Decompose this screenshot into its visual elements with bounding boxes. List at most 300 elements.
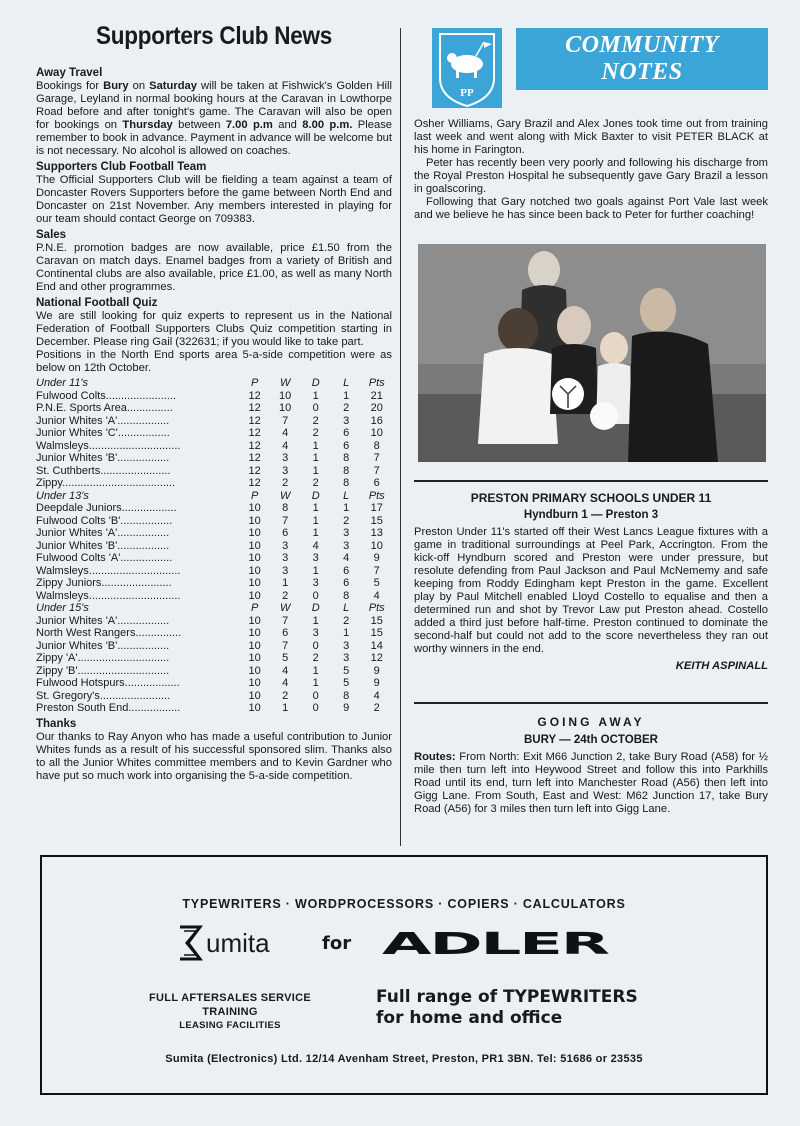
team-name: P.N.E. Sports Area (36, 402, 127, 414)
stat-cell: 2 (282, 689, 289, 702)
stat-cell: 3 (282, 464, 289, 477)
sumita-logo (178, 923, 270, 963)
away-travel-segment: Saturday (149, 80, 197, 92)
team-cell (36, 652, 239, 665)
column-header: L (343, 377, 350, 389)
stat-cell: 10 (248, 589, 261, 602)
stat-cell: 8 (343, 589, 350, 602)
advert-product-line: TYPEWRITERS · WORDPROCESSORS · COPIERS · CALCULATORS (182, 897, 626, 911)
community-paragraph: Following that Gary notched two goals against Port Vale last week and we believe he has since been back to Peter for further coaching! (414, 196, 768, 221)
away-travel-segment: Bookings for (36, 80, 104, 92)
primary-schools-article (414, 492, 768, 673)
team-name: Walmsleys (36, 589, 89, 602)
stat-cell: 10 (248, 527, 261, 539)
league-tables (36, 377, 392, 715)
table-row (36, 702, 392, 715)
stat-cell: 10 (248, 652, 261, 664)
advert-range (376, 987, 638, 1029)
away-travel-segment: Bury (103, 80, 129, 92)
stat-cell: 2 (282, 477, 289, 489)
stat-cell: 8 (343, 452, 350, 464)
column-header: L (343, 489, 350, 502)
stat-cell: 10 (248, 677, 261, 689)
stat-cell: 4 (282, 677, 289, 689)
table-row (36, 415, 392, 428)
thanks-text: Our thanks to Ray Anyon who has made a useful contribution to Junior Whites funds as a result of his successful sponsored slim. Thanks also to all the Junior Whites committee members and to Kevin Gardner who have put so much work into organising the 5-a-side competition. (36, 730, 392, 782)
stat-cell: 21 (370, 389, 383, 402)
stat-cell: 15 (370, 614, 383, 627)
stat-cell: 9 (373, 664, 380, 677)
stat-cell: 6 (282, 527, 289, 539)
schools-author: KEITH ASPINALL (675, 660, 768, 672)
stat-cell: 9 (343, 702, 350, 714)
sales-heading: Sales (36, 229, 67, 241)
away-travel-segment: Please remember to book in advance. Payment in advance will be welcome but is not necessary. No alcohol is allowed on coaches. (36, 119, 393, 157)
football-team-text: The Official Supporters Club will be fielding a team against a team of Doncaster Rovers Supporters before the game between North End and Doncaster on 21st November. Any members interested in playing for our team should contact George on 709383. (36, 174, 392, 225)
leader-dots: ................. (117, 414, 170, 427)
stat-cell: 9 (373, 552, 380, 564)
team-cell (36, 390, 239, 403)
column-header: W (279, 489, 291, 502)
column-header: P (251, 489, 259, 502)
stat-cell: 4 (282, 439, 289, 452)
schools-text: Preston Under 11's started off their West Lancs League fixtures with a game in traditional surroundings at Peel Park, Accrington. From the kick-off Hyndburn scored and Preston were under pressure, but resolute defending from Paul Jackson and Paul McNememy and safe keeping from Roddy Edingham kept Preston in the game. Excellent play by Paul Mitchell enabled Lloyd Costello to equalise and then a determined run and shot by Trevor Law put Preston ahead. Costello added a third just before half-time. Preston continued to dominate the second-half but could not add to the score nevertheless they ran out worthy winners in the end. (414, 526, 768, 655)
stat-cell: 12 (248, 389, 261, 402)
sumita-s-icon (178, 923, 204, 963)
stat-cell: 1 (282, 577, 289, 589)
quiz-heading: National Football Quiz (36, 297, 158, 309)
range-line-2: for home and office (376, 1008, 563, 1028)
stat-cell: 1 (312, 389, 319, 402)
table-row (36, 577, 392, 590)
stat-cell: 20 (370, 402, 383, 414)
service-leasing: LEASING FACILITIES (179, 1020, 281, 1031)
schools-score: Hyndburn 1 — Preston 3 (523, 509, 659, 521)
team-cell (36, 627, 239, 640)
column-divider (400, 28, 401, 846)
stat-cell: 8 (373, 439, 380, 452)
table-row (36, 465, 392, 478)
stat-cell: 5 (373, 577, 380, 589)
away-travel-segment: 7.00 p.m (225, 119, 273, 131)
stat-cell: 5 (282, 652, 289, 664)
stat-cell: 4 (373, 589, 380, 602)
stat-cell: 3 (343, 527, 350, 539)
stat-cell: 0 (312, 589, 319, 602)
going-away-text (414, 751, 768, 816)
stat-cell: 7 (373, 452, 380, 464)
team-cell (36, 452, 239, 465)
table-row (36, 452, 392, 465)
stat-cell: 1 (312, 502, 319, 514)
team-cell (36, 540, 239, 553)
leader-dots: ................. (128, 702, 181, 714)
away-travel-heading: Away Travel (36, 67, 103, 79)
stat-cell: 10 (248, 664, 261, 677)
away-travel-segment: and (272, 119, 303, 131)
leader-dots: ................. (117, 614, 170, 627)
stat-cell: 0 (312, 639, 319, 652)
under-15-header-row (36, 602, 392, 615)
stat-cell: 10 (248, 689, 261, 702)
stat-cell: 17 (370, 502, 383, 514)
under-13-header-row (36, 490, 392, 503)
leader-dots: ....................... (99, 689, 171, 702)
stat-cell: 1 (312, 464, 319, 477)
leader-dots: ................. (117, 539, 170, 552)
stat-cell: 3 (282, 552, 289, 564)
stat-cell: 4 (282, 664, 289, 677)
team-name: Preston South End (36, 702, 129, 714)
stat-cell: 5 (343, 664, 350, 677)
stat-cell: 0 (312, 402, 319, 414)
stat-cell: 12 (248, 402, 261, 414)
section-divider-1 (414, 480, 768, 482)
table-row (36, 677, 392, 690)
stat-cell: 16 (370, 414, 383, 427)
stat-cell: 2 (373, 702, 380, 714)
team-name: Zippy Juniors (36, 577, 102, 589)
table-row (36, 565, 392, 578)
team-cell (36, 527, 239, 540)
sumita-advert (40, 855, 768, 1095)
team-cell (36, 577, 239, 590)
column-header: W (279, 377, 291, 389)
leader-dots: ....................... (101, 577, 172, 589)
stat-cell: 12 (248, 439, 261, 452)
leader-dots: .............................. (77, 652, 170, 664)
stat-cell: 6 (282, 627, 289, 639)
going-away-heading: GOING AWAY (537, 715, 645, 729)
table-row (36, 665, 392, 678)
thanks-heading: Thanks (36, 717, 77, 730)
team-name: Junior Whites 'A' (36, 414, 118, 427)
column-header: Pts (368, 377, 385, 389)
team-cell (36, 702, 239, 715)
sumita-brand-name: umita (206, 927, 270, 958)
table-row (36, 652, 392, 665)
away-travel-segment: 8.00 p.m. (302, 119, 353, 131)
leader-dots: ................. (117, 452, 170, 464)
stat-cell: 10 (248, 539, 261, 552)
stat-cell: 2 (343, 402, 350, 414)
range-line-1: Full range of TYPEWRITERS (376, 987, 638, 1007)
team-name: St. Cuthberts (36, 464, 101, 477)
stat-cell: 12 (248, 477, 261, 489)
stat-cell: 7 (282, 414, 289, 427)
stat-cell: 10 (248, 702, 261, 714)
stat-cell: 1 (312, 564, 319, 577)
column-header: P (251, 602, 259, 614)
team-cell (36, 665, 239, 678)
routes-text: From North: Exit M66 Junction 2, take Bury Road (A58) for ½ mile then turn left into Heywood Street and follow this into Parkhills Road until its end, turn left into Manchester Road (A56) then left into Gigg Lane. From South, East and West: M62 Junction 17, take Bury Road (A56) for 3 miles then turn left into Gigg Lane. (414, 751, 768, 815)
team-cell (36, 465, 239, 478)
advert-for: for (322, 933, 352, 954)
stat-cell: 3 (312, 552, 319, 564)
team-cell (36, 640, 239, 653)
column-header: Pts (368, 602, 385, 614)
leader-dots: ................. (117, 527, 170, 539)
stat-cell: 6 (343, 439, 350, 452)
stat-cell: 3 (343, 539, 350, 552)
team-name: St. Gregory's (36, 689, 100, 702)
club-crest-logo (432, 28, 502, 108)
stat-cell: 2 (343, 614, 350, 627)
leader-dots: ..................................... (62, 477, 176, 489)
adler-wordmark: ADLER (382, 929, 610, 957)
column-header: D (311, 602, 320, 614)
stat-cell: 7 (373, 564, 380, 577)
stat-cell: 1 (343, 389, 350, 402)
under-11-header-row (36, 377, 392, 390)
community-paragraph: Osher Williams, Gary Brazil and Alex Jones took time out from training last week and went along with Mick Baxter to visit PETER BLACK at his home in Farington. (414, 118, 768, 156)
stat-cell: 15 (370, 627, 383, 639)
stat-cell: 2 (312, 477, 319, 489)
stat-cell: 3 (282, 539, 289, 552)
table-row (36, 502, 392, 515)
stat-cell: 3 (343, 414, 350, 427)
table-row (36, 440, 392, 453)
service-aftersales: FULL AFTERSALES SERVICE (149, 992, 311, 1004)
team-cell (36, 677, 239, 690)
leader-dots: ....................... (105, 389, 176, 402)
community-paragraph: Peter has recently been very poorly and following his discharge from the Royal Preston Hospital he subsequently gave Gary Brazil a lesson in goalscoring. (414, 157, 768, 195)
table-row (36, 552, 392, 565)
under-15-label: Under 15's (36, 602, 89, 614)
team-cell (36, 415, 239, 428)
stat-cell: 10 (279, 389, 292, 402)
team-cell (36, 402, 239, 415)
team-name: Deepdale Juniors (36, 502, 122, 514)
table-row (36, 690, 392, 703)
stat-cell: 2 (312, 414, 319, 427)
team-name: Junior Whites 'A' (36, 527, 118, 539)
service-training: TRAINING (202, 1006, 258, 1018)
table-row (36, 515, 392, 528)
stat-cell: 6 (343, 577, 350, 589)
quiz-text-positions: Positions in the North End sports area 5-a-side competition were as below on 12th October. (36, 349, 392, 374)
sales-text: P.N.E. promotion badges are now available, price £1.50 from the Caravan on match days. Enamel badges from a variety of British and Continental clubs are also available, price £1.00, as well as many North End and other programmes. (36, 242, 392, 293)
table-row (36, 427, 392, 440)
stat-cell: 8 (343, 477, 350, 489)
stat-cell: 10 (370, 539, 383, 552)
stat-cell: 1 (312, 664, 319, 677)
leader-dots: .............................. (77, 664, 170, 677)
stat-cell: 10 (248, 552, 261, 564)
team-cell (36, 440, 239, 453)
stat-cell: 2 (312, 427, 319, 439)
quiz-text: We are still looking for quiz experts to represent us in the National Federation of Football Supporters Clubs Quiz competition starting in December. Please ring Gail (322631; if you would like to take part. (36, 310, 392, 348)
stat-cell: 3 (343, 652, 350, 664)
supporters-club-column (36, 24, 392, 783)
stat-cell: 13 (370, 527, 383, 539)
team-name: Fulwood Colts (36, 389, 106, 402)
stat-cell: 0 (312, 689, 319, 702)
table-row (36, 640, 392, 653)
stat-cell: 2 (282, 589, 289, 602)
stat-cell: 1 (282, 702, 289, 714)
stat-cell: 5 (343, 677, 350, 689)
under-13-label: Under 13's (36, 489, 89, 502)
stat-cell: 10 (248, 514, 261, 527)
banner-line-2: NOTES (601, 59, 683, 85)
stat-cell: 6 (343, 427, 350, 439)
stat-cell: 10 (248, 627, 261, 639)
stat-cell: 1 (312, 527, 319, 539)
team-name: North West Rangers (36, 627, 136, 639)
lamb-crest-icon (432, 28, 502, 108)
away-travel-segment: between (172, 119, 226, 131)
leader-dots: ................. (120, 552, 173, 564)
crest-letters: PP (460, 87, 474, 99)
team-name: Junior Whites 'B' (36, 539, 118, 552)
stat-cell: 12 (248, 464, 261, 477)
stat-cell: 2 (312, 652, 319, 664)
stat-cell: 9 (373, 677, 380, 689)
stat-cell: 1 (312, 677, 319, 689)
stat-cell: 10 (248, 639, 261, 652)
team-cell (36, 427, 239, 440)
community-notes-banner (516, 28, 768, 90)
leader-dots: ............... (126, 402, 173, 414)
stat-cell: 4 (282, 427, 289, 439)
stat-cell: 3 (343, 639, 350, 652)
leader-dots: ....................... (100, 464, 171, 477)
stat-cell: 7 (282, 614, 289, 627)
column-header: D (311, 377, 320, 389)
team-cell (36, 565, 239, 578)
stat-cell: 8 (282, 502, 289, 514)
team-name: Junior Whites 'A' (36, 614, 118, 627)
leader-dots: .............................. (88, 564, 181, 577)
stat-cell: 10 (248, 502, 261, 514)
team-name: Junior Whites 'C' (36, 427, 118, 439)
team-name: Fulwood Colts 'B' (36, 514, 121, 527)
football-team-heading: Supporters Club Football Team (36, 161, 207, 173)
players-photo (418, 244, 766, 462)
team-cell (36, 552, 239, 565)
stat-cell: 6 (343, 564, 350, 577)
stat-cell: 4 (373, 689, 380, 702)
team-name: Fulwood Colts 'A' (36, 552, 121, 564)
stat-cell: 10 (248, 577, 261, 589)
advert-services (132, 991, 328, 1033)
team-cell (36, 515, 239, 528)
table-row (36, 540, 392, 553)
column-header: W (279, 602, 291, 614)
leader-dots: .............................. (88, 589, 181, 602)
schools-heading: PRESTON PRIMARY SCHOOLS UNDER 11 (470, 491, 712, 505)
table-row (36, 627, 392, 640)
team-cell (36, 477, 239, 490)
stat-cell: 3 (282, 564, 289, 577)
stat-cell: 1 (312, 439, 319, 452)
stat-cell: 12 (248, 414, 261, 427)
stat-cell: 8 (343, 464, 350, 477)
team-cell (36, 502, 239, 515)
team-name: Walmsleys (36, 564, 89, 577)
stat-cell: 15 (370, 514, 383, 527)
group-photo-image (418, 244, 766, 462)
team-name: Junior Whites 'B' (36, 639, 118, 652)
away-travel-segment: Thursday (122, 119, 173, 131)
stat-cell: 4 (312, 539, 319, 552)
team-name: Zippy (36, 477, 63, 489)
team-name: Walmsleys (36, 439, 89, 452)
stat-cell: 1 (312, 614, 319, 627)
stat-cell: 4 (343, 552, 350, 564)
stat-cell: 7 (282, 514, 289, 527)
column-header: Pts (368, 489, 385, 502)
stat-cell: 12 (248, 427, 261, 439)
adler-logo (380, 929, 610, 957)
column-header: L (343, 602, 350, 614)
leader-dots: .............................. (88, 439, 181, 452)
team-cell (36, 615, 239, 628)
stat-cell: 7 (373, 464, 380, 477)
table-row (36, 590, 392, 603)
leader-dots: .................. (121, 502, 177, 514)
stat-cell: 0 (312, 702, 319, 714)
stat-cell: 12 (370, 652, 383, 664)
leader-dots: .................. (124, 677, 180, 689)
team-name: Fulwood Hotspurs (36, 677, 125, 689)
stat-cell: 8 (343, 689, 350, 702)
routes-label: Routes: (414, 751, 456, 763)
table-row (36, 402, 392, 415)
stat-cell: 10 (370, 427, 383, 439)
column-header: D (311, 489, 320, 502)
team-cell (36, 690, 239, 703)
stat-cell: 3 (312, 627, 319, 639)
stat-cell: 10 (248, 614, 261, 627)
stat-cell: 6 (373, 477, 380, 489)
team-name: Junior Whites 'B' (36, 452, 118, 464)
team-cell (36, 590, 239, 603)
stat-cell: 14 (370, 639, 383, 652)
away-travel-segment: on (128, 80, 150, 92)
table-row (36, 615, 392, 628)
supporters-club-title: Supporters Club News (96, 22, 332, 50)
away-travel-text (36, 80, 392, 158)
leader-dots: ............... (135, 627, 182, 639)
leader-dots: ................. (117, 639, 170, 652)
away-travel-segment: will be taken at Fishwick's Golden Hill Garage, Leyland in normal booking hours at the Caravan in Lowthorpe Road before and after tonight's game. The Caravan will also be open for bookings on (36, 80, 393, 131)
stat-cell: 2 (343, 514, 350, 527)
community-notes-text (414, 118, 768, 222)
leader-dots: ................. (117, 427, 170, 439)
going-away-article (414, 716, 768, 816)
column-header: P (251, 377, 259, 389)
stat-cell: 1 (312, 452, 319, 464)
stat-cell: 1 (312, 514, 319, 527)
stat-cell: 1 (343, 502, 350, 514)
stat-cell: 7 (282, 639, 289, 652)
stat-cell: 12 (248, 452, 261, 464)
going-away-date: BURY — 24th OCTOBER (524, 734, 658, 746)
table-row (36, 477, 392, 490)
stat-cell: 3 (312, 577, 319, 589)
under-11-label: Under 11's (36, 377, 89, 389)
banner-line-1: COMMUNITY (565, 32, 719, 58)
stat-cell: 1 (343, 627, 350, 639)
advert-address: Sumita (Electronics) Ltd. 12/14 Avenham Street, Preston, PR1 3BN. Tel: 51686 or 23535 (165, 1053, 643, 1065)
section-divider-2 (414, 702, 768, 704)
table-row (36, 527, 392, 540)
table-row (36, 390, 392, 403)
stat-cell: 10 (248, 564, 261, 577)
team-name: Zippy 'A' (36, 652, 78, 664)
